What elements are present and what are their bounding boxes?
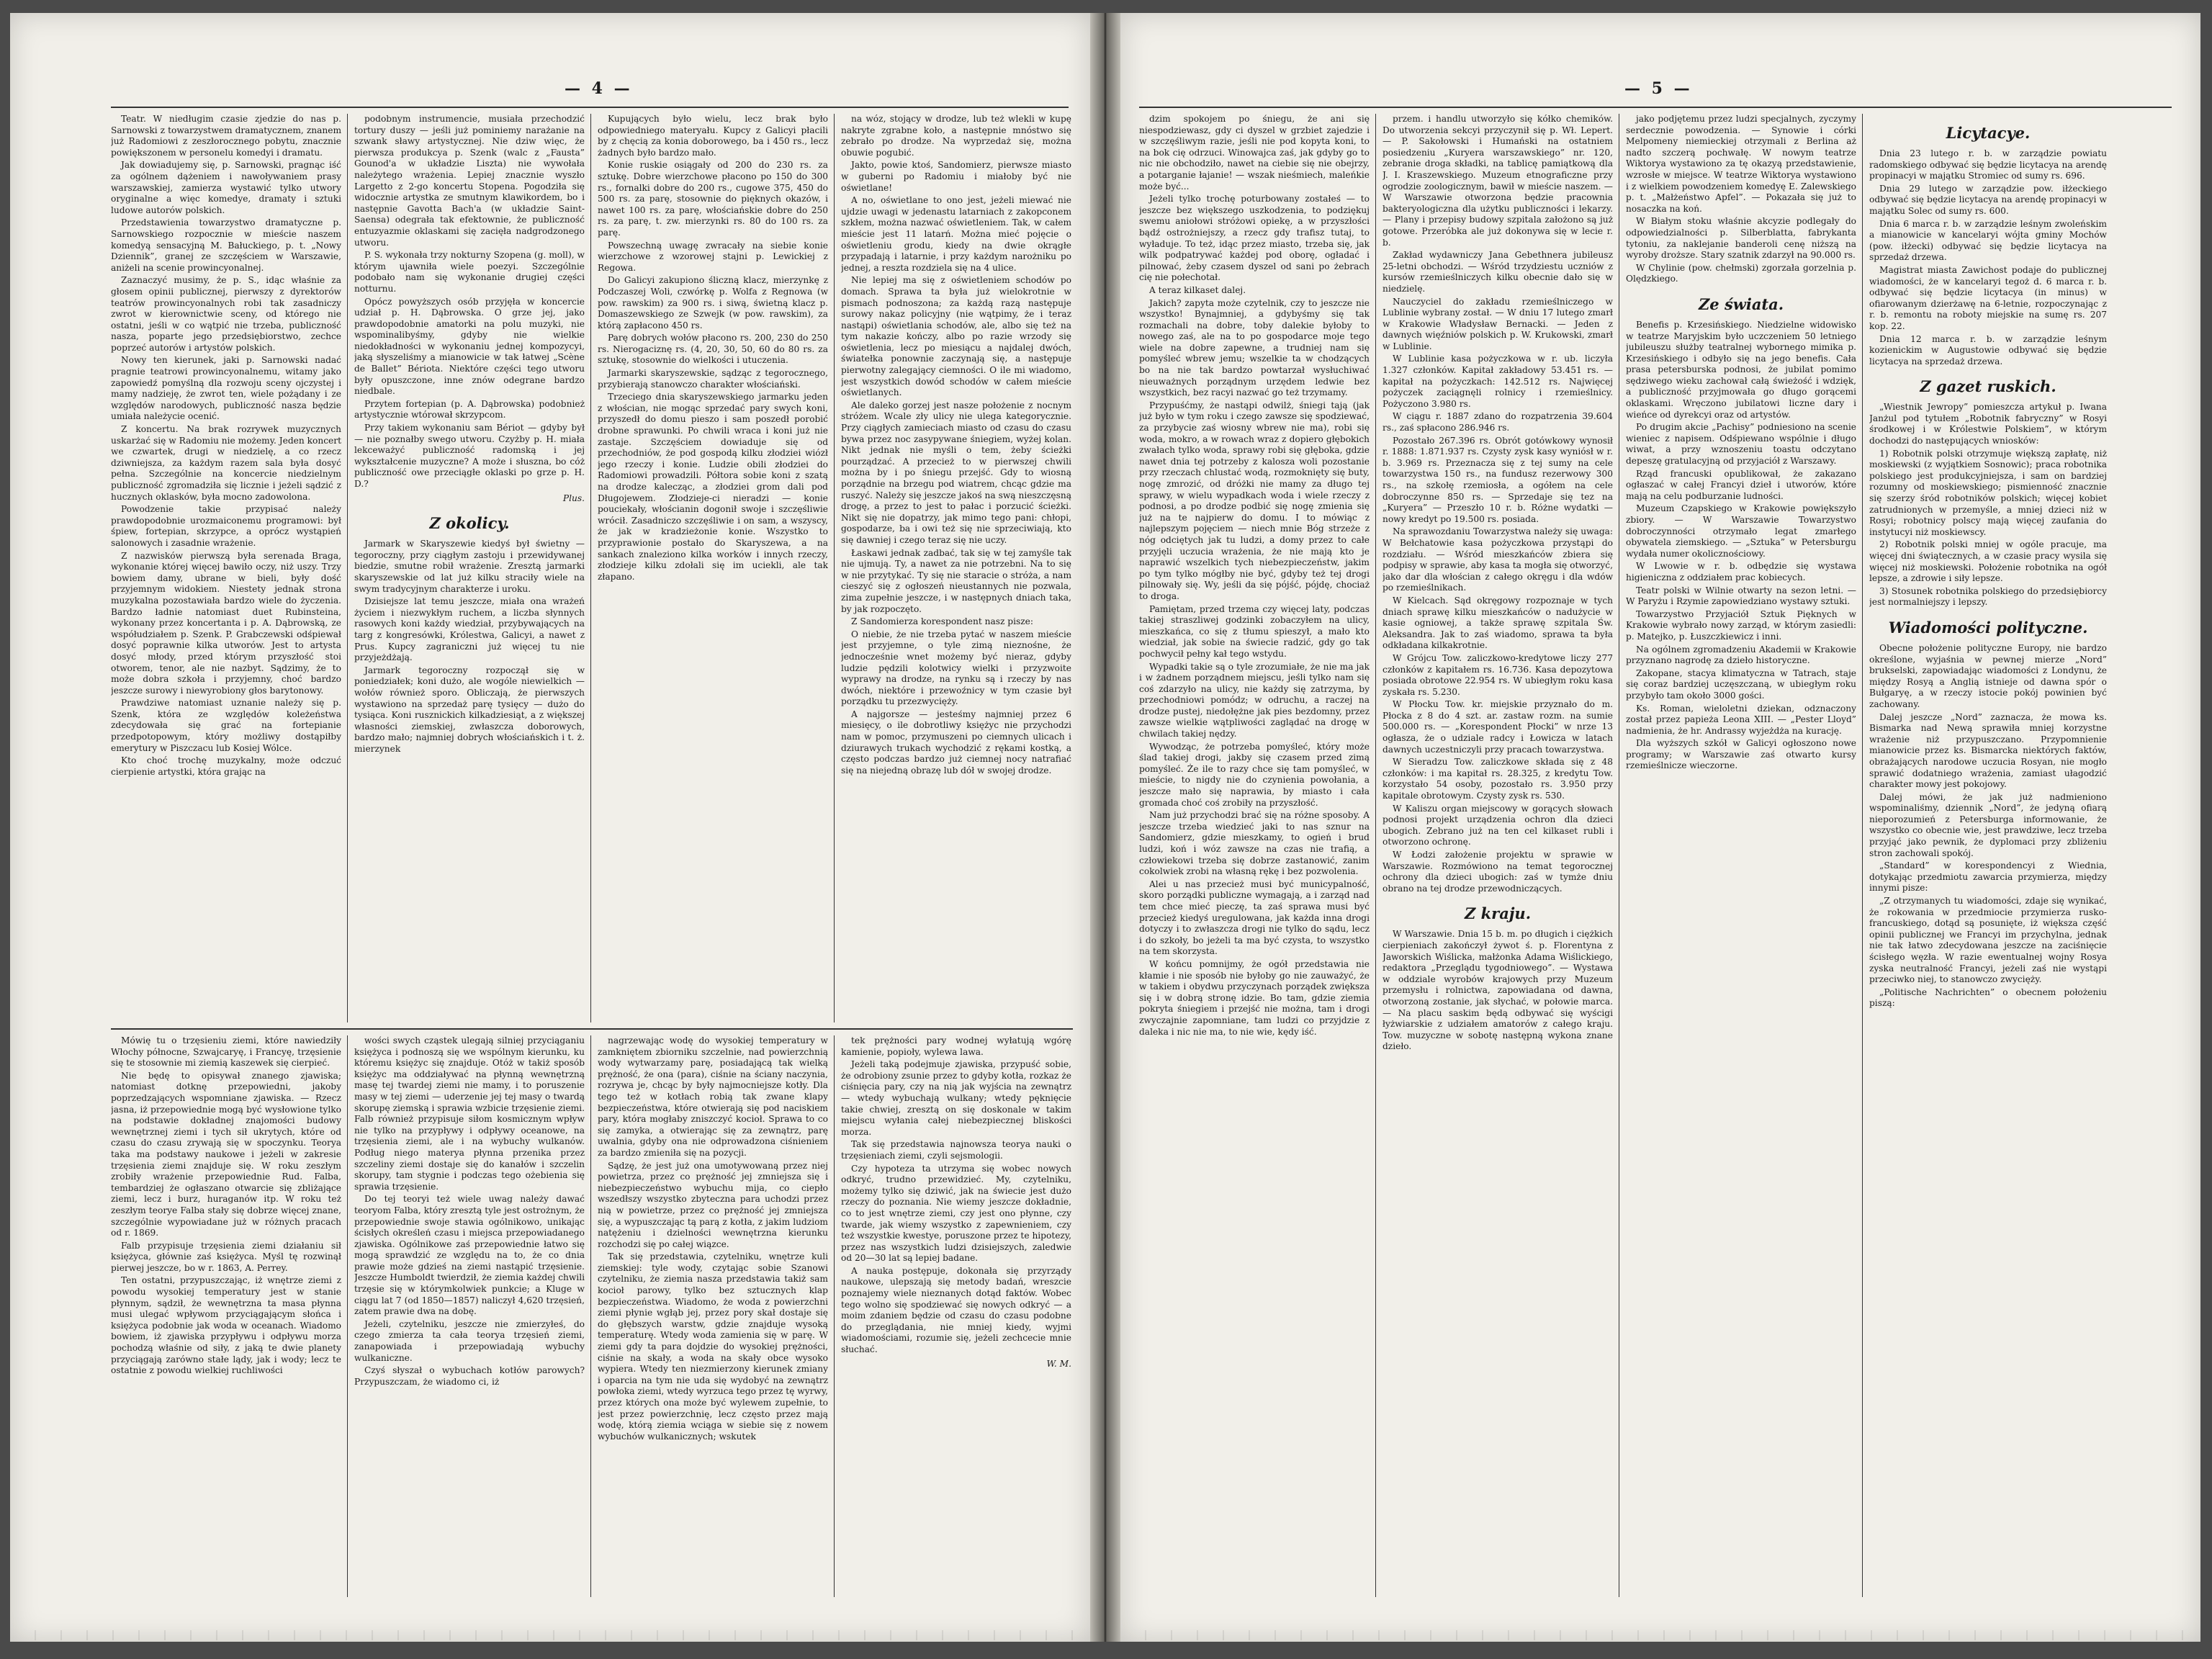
paragraph: Dnia 12 marca r. b. w zarządzie leśnym kozienickim w Augustowie odbywać się będzie licytacya na sprzedaż drzewa. [1869, 333, 2107, 367]
paragraph: 1) Robotnik polski otrzymuje większą zapłatę, niż moskiewski (z wyjątkiem Sosnowic); praca robotnika polskiego jest produkcyjniejsza, i sam on bardziej rozumny od moskiewskiego; pismienność znacznie się szerzy śród robotników polskich; więcej kobiet zatrudnionych w przemyśle, a mniej dzieci niż w Rosyi; robotnicy polscy mają więcej zaufania do instytucyi niż moskiewscy. [1869, 448, 2107, 537]
paragraph: A nauka postępuje, dokonała się przyrządy naukowe, ulepszają się metody badań, wreszcie poznajemy wiele nieznanych dotąd faktów. Wobec tego wolno się spodziewać się nowych odkryć — a moim zdaniem będzie od czasu do czasu podobne do przeglądania, nie mniej kiedy, wyjmi wiadomościami, rozumie się, jeżeli zechcecie mnie słuchać. [841, 1265, 1071, 1355]
paragraph: Jakich? zapyta może czytelnik, czy to jeszcze nie wszystko! Bynajmniej, a gdybyśmy się tak rozmachali na dobre, toby dalekie byłoby to nowego zaś, ale na to po gospodarce moje tego wiele na dobre zapewne, a trudniej nam się pomyśleć wbrew jemu; wszelkie ta w chodzących bo na nie tak bardzo powtarzał wysłuchiwać nieuważnych porządnym urzędem ledwie bez wszystkich, bez racyi nazwać go też trzymamy. [1139, 297, 1370, 398]
paragraph: Zaznaczyć musimy, że p. S., idąc właśnie za głosem opinii publicznej, pierwszy z dyrektorów teatrów prowincyonalnych robi tak zasadniczy zwrot w kierownictwie sceny, od którego nie ostatni, jeśli w co wątpić nie trzeba, publiczność nasza, poparte jego przedsiębiorstwo, zechce poprzeć autorów i artystów polskich. [111, 275, 341, 353]
column-4-bottom-text [841, 1035, 1071, 1356]
paragraph: Łaskawi jednak zadbać, tak się w tej zamyśle tak nie ujmują. Ty, a nawet za nie potrzebni. Na to się w nie przytykać. Ty się nie staracie o stróża, a nam cieszyć się z ogłoszeń nieustannych nie pozwala, zima zupełnie jeszcze, i w następnych dniach taka, by jak rozpoczęto. [841, 547, 1071, 614]
column-3 [1626, 114, 1856, 1597]
column-4 [1869, 114, 2107, 1597]
paragraph: „Politische Nachrichten” o obecnem położeniu piszą: [1869, 986, 2107, 1009]
left-page [10, 13, 1090, 1642]
paragraph: Dalej jeszcze „Nord” zaznacza, że mowa ks. Bismarka nad Newą sprawiła mniej korzystne wrażenie niż przypuszczano. Przypomnienie mianowicie przez ks. Bismarcka niektórych faktów, obrażających narodowe uczucia Rosyan, nie mogło sprawić dodatniego wrażenia, zamiast ułagodzić charakter mowy jest pokojowy. [1869, 711, 2107, 790]
paragraph: Prawdziwe natomiast uznanie należy się p. Szenk, która ze względów koleżeństwa zdecydowała się grać na fortepianie przedpotopowym, który możliwy dostąpiłby emerytury w Piszczacu lub Kosiej Wólce. [111, 698, 341, 753]
paragraph: Ale daleko gorzej jest nasze położenie z nocnym stróżem. Wcale zły ulicy nie ulega kategorycznie. Przy ciągłych zamieciach miasto od czasu do czasu bywa przez noc zasypywane śniegiem, wyżej kolan. Nikt jednak nie myśli o tem, żeby ścieżki pourządzać. A przecież to w pierwszej chwili można by i po śniegu przejść. Gdy to wiosną porządnie na brzegu pod wiatrem, chcąc gdzie ma ruszyć. Należy się jeszcze jakoś na swą nieszczęsną drogę, a przez to jest to pałac i porzucić ścieżki. Nikt się nie dopatrzy, jak mimo tego pani: chłopi, gospodarze, ba i owi też się nie sprzeciwiają, kto się dawniej i czego teraz się nie uczy. [841, 400, 1071, 545]
feuilleton-rule [111, 1028, 1073, 1030]
paragraph: O niebie, że nie trzeba pytać w naszem mieście jest przyjemne, o tyle zimą nieznośne, że jednocześnie wnet możemy być nieraz, gdyby ludzie pędzili kolotwicy wielki i przyzwoite wyprawy na drodze, na rynku są i rzeczy by nas dwóch, niektóre i przewoźnicy w tym czasie był porządku tu przezwycięży. [841, 629, 1071, 707]
paragraph: Nie będę to opisywał znanego zjawiska; natomiast dotknę przepowiedni, jakoby poprzedzających wspomniane zjawiska. — Rzecz jasna, iż przepowiednie mogą być wysłowione tylko na podstawie dokładnej znajomości budowy wewnętrznej ziemi i tych sił ukrytych, które od czasu do czasu zrywają się w spoczynku. Teorya taka ma podstawy naukowe i jeżeli w zakresie trzęsienia ziemi znajduje się. W roku zeszłym zrobiły wrażenie przepowiednie Rud. Falba, tembardziej że ogłaszano otwarcie się zbliżające ziemi, lecz i burz, huraganów itp. W roku też zeszłym teorye Falba stały się dobrze więcej znane, szczególnie wypowiadane już w różnych pracach od r. 1869. [111, 1070, 341, 1238]
column-divider [834, 1035, 835, 1597]
paragraph: W ciągu r. 1887 zdano do rozpatrzenia 39.604 rs., zaś spłacono 286.946 rs. [1382, 411, 1613, 433]
column-4-sandomierz-text [841, 616, 1071, 776]
column-2 [1382, 114, 1613, 1597]
paragraph: Konie ruskie osiągały od 200 do 230 rs. za sztukę. Dobre wierzchowe płacono po 150 do 300 rs., fornalki dobre do 200 rs., cugowe 375, 450 do 500 rs. za parę, stosownie do pięknych okazów, i nawet 100 rs. za parę, włościańskie dobre do 250 rs. za parę, t. zw. mierzynki rs. 80 do 100 rs. za parę. [598, 160, 828, 238]
paragraph: Dzisiejsze lat temu jeszcze, miała ona wrażeń życiem i niezwykłym ruchem, a liczba słynnych rasowych koni każdy wiedział, przybywających na targ z kongresówki, Królestwa, Galicyi, a nawet z Prus. Kupcy zagraniczni już więcej tu nie przyjeżdżają. [354, 596, 585, 663]
paragraph: Towarzystwo Przyjaciół Sztuk Pięknych w Krakowie wybrało nowy zarząd, w którym zasiedli: p. Matejko, p. Łuszczkiewicz i inni. [1626, 608, 1856, 642]
paragraph: Opócz powyższych osób przyjęła w koncercie udział p. H. Dąbrowska. O grze jej, jako prawdopodobnie amatorki na polu muzyki, nie wspominalibyśmy, gdyby nie wielkie niedokładności w wykonaniu jednej kompozycyi, jaką słyszeliśmy a mianowicie w tak łatwej „Scène de Ballet” Bériota. Niektóre części tego utworu były opuszczone, inne znów odegrane bardzo niedbale. [354, 296, 585, 397]
paragraph: Nauczyciel do zakładu rzemieślniczego w Lublinie wybrany został. — W dniu 17 lutego zmarł w Krakowie Władysław Bernacki. — Jeden z dawnych więźniów polskich p. W. Krukowski, zmarł w Lublinie. [1382, 296, 1613, 351]
paragraph: 3) Stosunek robotnika polskiego do przedsiębiorcy jest normalniejszy i lepszy. [1869, 585, 2107, 608]
paragraph: Do Galicyi zakupiono śliczną klacz, mierzynkę z Podczaszej Woli, czwórkę p. Wolfa z Regnowa (w pow. rawskim) za 900 rs. i siwą, świetną klacz p. Domaszewskiego ze Szwejk (w pow. rawskim), za którą zapłacono 450 rs. [598, 275, 828, 331]
column-2-kraju-text [1382, 929, 1613, 1053]
column-divider [590, 1035, 591, 1597]
paragraph: Przy takiem wykonaniu sam Bériot — gdyby był — nie poznałby swego utworu. Czyżby p. H. miała lekceważyć publiczność radomską i jej wykształcenie muzyczne? A może i słuszna, bo cóż publiczność owe przeciągłe oklaski po grze p. H. D.? [354, 423, 585, 489]
paragraph: W Białym stoku właśnie akcyzie podlegały do odpowiedzialności p. Silberblatta, fabrykanta tytoniu, za naklejanie banderoli cenę niższą na wyroby droższe. Stary szatnik zdarzył na 90.000 rs. [1626, 216, 1856, 261]
page-edge [10, 1630, 1090, 1640]
paragraph: Jarmark w Skaryszewie kiedyś był świetny — tegoroczny, przy ciągłym zastoju i przewidywanej biedzie, smutne robił wrażenie. Zresztą jarmarki skaryszewskie od lat już kilku straciły wiele na swym tradycyjnym charakterze i uroku. [354, 539, 585, 594]
paragraph: Jakto, powie ktoś, Sandomierz, pierwsze miasto w guberni po Radomiu i miałoby być nie oświetlane! [841, 160, 1071, 193]
paragraph: W Łodzi założenie projektu w sprawie w Warszawie. Rozmówiono na temat tegorocznej ochrony dla dzieci ubogich: zaś w tymże dniu obrano na tej drodze przewodniczących. [1382, 850, 1613, 894]
column-divider [590, 114, 591, 1022]
page-number-left: — 4 — [565, 79, 633, 98]
paragraph: Powodzenie takie przypisać należy prawdopodobnie urozmaiconemu programowi: był śpiew, fortepian, skrzypce, a oprócz wystąpień salonowych i zasadnie wrażenie. [111, 504, 341, 548]
column-4-top-text [841, 114, 1071, 615]
paragraph: Dnia 23 lutego r. b. w zarządzie powiatu radomskiego odbywać się będzie licytacya na arendę propinacyi w majątku Stromiec od sumy rs. 696. [1869, 148, 2107, 181]
paragraph: Obecne położenie polityczne Europy, nie bardzo określone, wyjaśnia w pewnej mierze „Nord” brukselski, zapowiadając wiadomości z Londynu, że między Rosyą a Anglią istnieje od dawna spór o Bułgaryę, a w rzeczy istocie pokój powinien być zachowany. [1869, 642, 2107, 709]
paragraph: A teraz kilkaset dalej. [1149, 284, 1246, 295]
paragraph: Teatr. W niedługim czasie zjedzie do nas p. Sarnowski z towarzystwem dramatycznem, znanem już Radomiowi z zeszłorocznego pobytu, znacznie powiększonem w personelu komedyi i dramatu. [111, 114, 341, 158]
paragraph: Trzeciego dnia skaryszewskiego jarmarku jeden z włościan, nie mogąc sprzedać pary swych koni, przyszedł do domu pieszo i sam poszedł porobić drobne sprawunki. Po chwili wraca i koni już nie zastaje. Szczęściem dowiaduje się od przechodniów, że pod gospodą kilku złodziei wiózł jego rzeczy i konie. Ludzie obili złodziei do Radomiowi prowadzili. Półtora sobie koni z szatą na drodze kalecząc, a złodziei grom dali pod Długojewem. Złodzieje-ci nieradzi — konie pouciekały, włościanin dogonił swoje i szczęśliwie wrócił. Zasadniczo szczęśliwie i on sam, a wszyscy, że jak w kradzieżonie konie. Wszystko to przyprawionie postało do Skaryszewa, a na sankach znaleziono kilka worków i innych rzeczy, złodzieje kilku zdołali się im uciekli, ale tak złapano. [598, 392, 828, 582]
paragraph: Kupujących było wielu, lecz brak było odpowiedniego materyału. Kupcy z Galicyi płacili by z chęcią za konia doborowego, ba i 450 rs., lecz żadnych było bardzo mało. [598, 114, 828, 158]
column-3-text [1626, 114, 1856, 285]
column-1-bottom [111, 1035, 341, 1597]
paragraph: W Grójcu Tow. zaliczkowo-kredytowe liczy 277 członków z kapitałem rs. 16.736. Kasa depozytowa posiada obrotowe 22.954 rs. W ubiegłym roku kasa zyskała rs. 5.230. [1382, 652, 1613, 697]
paragraph: Tak się przedstawia, czytelniku, wnętrze kuli ziemskiej: tyle wody, czytając sobie Szanowi czytelniku, że ziemia nasza przedstawia takiż sam kocioł parowy, tylko bez sztucznych klap bezpieczeństwa. Wiadomo, że woda z powierzchni ziemi płynie wgłąb jej, przez pory skał dostaje się do głębszych warstw, gdzie znajduje wysoką temperaturę. Wtedy woda zamienia się w parę. W ziemi gdy ta para dojdzie do wysokiej prężności, ciśnie na skały, a woda na skały obce wysoko wypiera. Wtedy ten niezmierzony kierunek zmiany i oparcia na tym nie uda się wydobyć na zewnątrz powłoka ziemi, wtedy wyrzuca tego przez tę wyrwy, przez których ona może być wylewem zupełnie, to jest przez powierzchnię, lecz często przez mają wodę, którą ziemia wciąga w siebie się z nowem wybuchów wulkanicznych; wskutek [598, 1251, 828, 1442]
column-2-top [354, 114, 585, 1022]
paragraph: Jeżeli tylko trochę poturbowany zostałeś — to jeszcze bez większego uszkodzenia, to podziękuj swemu aniołowi stróżowi opiekę, a w przyszłości bądź ostrożniejszy, a rzecz gdy trafisz tutaj, to wyładuje. To też, idąc przez miasto, trzeba się, jak wilk podpatrywać każdej pod oborę, ogładać i pilnować, żeby czasem dyszel od sani po żebrach cię nie połechotał. [1139, 194, 1370, 283]
column-4-top [841, 114, 1071, 1022]
section-heading-kraju: Z kraju. [1464, 904, 1532, 923]
column-4-polityczne-text [1869, 643, 2107, 1010]
book-gutter [1090, 13, 1120, 1642]
top-rule [1139, 107, 2172, 108]
paragraph: Do tej teoryi też wiele uwag należy dawać teoryom Falba, który zresztą tyle jest ostrożnym, że przepowiednie swoje stawia ogólnikowo, unikając ścisłych określeń czasu i miejsca przepowiadanego zjawiska. Ogólnikowe zaś przepowiednie łatwo się mogą sprawdzić ze względu na to, że co dnia prawie może gdzieś na ziemi nastąpić trzęsienie. Jeszcze Humboldt twierdził, że ziemia każdej chwili trzęsie się w którymkolwiek punkcie; a Kluge w ciągu lat 7 (od 1850—1857) naliczył 4,620 trzęsień, zatem prawie dwa na dobę. [354, 1194, 585, 1317]
signature-plus: Plus. [562, 493, 585, 503]
paragraph: Kto choć trochę muzykalny, może odczuć cierpienie artystki, która grając na [111, 755, 341, 777]
paragraph: Sądzę, że jest już ona umotywowaną przez niej powietrza, przez co prężność jej zmniejsza się i niebezpieczeństwo wybuchu mija, co ciepło wszedłszy wszystko zbyteczna para uchodzi przez nią w powietrze, przez co prężność jej zmniejsza się, a wypuszczając tą parą z kotła, z jakim ludziom natężeniu i dzielności wewnętrzna kierunku rozchodzi się po całej wiązce. [598, 1160, 828, 1249]
signature-wm: W. M. [1046, 1358, 1071, 1369]
column-2-bottom [354, 1035, 585, 1597]
paragraph: Nie lepiej ma się z oświetleniem schodów po domach. Sprawa ta była już wielokrotnie w pismach podnoszona; za każdą razą następuje surowy nakaz policyjny (nie wątpimy, że i teraz nastąpi) oświetlania schodów, ale, albo się też na tym nakazie kończy, albo po razie wrzody się oświetlenia, lecz po miesiącu a najdalej dwóch, światełka ponownie zaczynają się, a następuje pierwotny zalegający ciemności. O ile mi wiadomo, jest wszystkich dowód schodów w całem mieście oświetlanych. [841, 275, 1071, 398]
paragraph: W Kielcach. Sąd okręgowy rozpoznaje w tych dniach sprawę kilku mieszkańców o nadużycie w kasie ogniowej, a także sprawę szpitala Św. Aleksandra. Jak to zaś wiadomo, sprawa ta była odkładana kilkakrotnie. [1382, 595, 1613, 651]
paragraph: Zakopane, stacya klimatyczna w Tatrach, staje się coraz bardziej uczęszczaną, w ubiegłym roku przybyło tam około 3000 gości. [1626, 667, 1856, 701]
column-4-bottom [841, 1035, 1071, 1597]
column-divider [347, 1035, 348, 1597]
paragraph: Magistrat miasta Zawichost podaje do publicznej wiadomości, że w kancelaryi tegoż d. 6 marca r. b. odbywać się będzie licytacya (in minus) w ofiarowanym dzierżawę na 6-letnie, rozpoczynając z r. b. remontu na roboty miejskie na sumę rs. 207 kop. 22. [1869, 264, 2107, 331]
paragraph: Jeżeli taką podejmuje zjawiska, przypuść sobie, że odrobiony zsunie przez to gdyby kotła, rozkaz że ciśnięcia pary, czy na nią jak wyjścia na zewnątrz — wtedy wybuchają wulkany; wtedy pęknięcie takie chwiej, zresztą on się doskonale w takim miejscu wyłania całej niebezpiecznej bliskości morza. [841, 1059, 1071, 1137]
column-2-text [1382, 114, 1613, 894]
column-divider [1862, 114, 1863, 1597]
paragraph: Po drugim akcie „Pachisy” podniesiono na scenie wieniec z napisem. Odśpiewano wspólnie i długo wiwat, a przy wznoszeniu toastu odczytano depeszę gratulacyjną od przyjaciół z Warszawy. [1626, 422, 1856, 467]
paragraph: Wypadki takie są o tyle zrozumiałe, że nie ma jak i w żadnem porządnem miejscu, jeśli tylko nam się coś zdarzyło na ulicy, nie każdy się zatrzyma, by przechodniowi pomódz; w odruchu, a raczej na drodze pustej, niedołężne jak pies bezdomny, przez zawsze wielkie wątpliwości zaglądać na drogę w chwilach takiej nędzy. [1139, 661, 1370, 739]
paragraph: A najgorsze — jesteśmy najmniej przez 6 miesięcy, o ile dobrotliwy księżyc nie przychodzi nam w pomoc, przymuszeni po ciemnych ulicach i dziurawych trukach wychodzić z rękami kostką, a często podczas bardzo już ciemnej nocy natrafiać się na niejedną obrazę lub dół w swojej drodze. [841, 709, 1071, 775]
paragraph: Z nazwisków pierwszą była serenada Braga, wykonanie której więcej bawiło oczy, niż uszy. Trzy bowiem damy, ubrane w bieli, były dość przyjemnym widokiem. Niestety jednak strona muzykalna pozostawiała bardzo wiele do życzenia. Bardzo ładnie natomiast duet Rubinsteina, wykonany przez koncertanta i p. A. Dąbrowską, ze współudziałem p. Szenk. P. Grabczewski odśpiewał dosyć poprawnie kilka utworów. Jest to artysta dosyć młody, przed którym przyszłość stoi otworem, tenor, ale nie nazbyt. Sądzimy, że to może dobra szkoła i przyjemny, choć bardzo jeszcze surowy i niewyrobiony głos barytonowy. [111, 550, 341, 696]
column-divider [347, 114, 348, 1022]
paragraph: P. S. wykonała trzy nokturny Szopena (g. moll), w którym ujawniła wiele poezyi. Szczególnie podobało nam się wykonanie drugiej części notturnu. [354, 250, 585, 294]
right-page [1120, 13, 2200, 1642]
paragraph: Falb przypisuje trzęsienia ziemi działaniu sił księżyca, głównie zaś księżyca. Myśl tę rozwinął pierwej jeszcze, bo w r. 1863, A. Perrey. [111, 1240, 341, 1273]
paragraph: W Płocku Tow. kr. miejskie przyznało do m. Płocka z 8 do 4 szt. ar. zastaw rozm. na sumie 500.000 rs. — „Korespondent Płocki” w nrze 13 ogłasza, że o udziale radcy i Łowicza w latach dawnych uczestniczyli przy pracach towarzystwa. [1382, 699, 1613, 755]
paragraph: Przedstawienia towarzystwo dramatyczne p. Sarnowskiego rozpocznie w mieście naszem komedyą sensacyjną M. Bałuckiego, p. t. „Nowy Dziennik”, granej ze szczęściem w Warszawie, aniżeli na scenie prowincyonalnej. [111, 217, 341, 273]
section-heading-swiata: Ze świata. [1698, 295, 1784, 313]
paragraph: Jarmark tegoroczny rozpoczął się w poniedziałek; koni dużo, ale wogóle niewielkich — wołów również sporo. Obliczają, że pierwszych wystawiono na sprzedaż parę tysięcy — dużo do tysiąca. Koni rusznickich kilkadziesiąt, a z większej własności ziemskiej, zwłaszcza doborowych, bardzo mało; najmniej dobrych włościańskich i t. ż. mierzynek [354, 665, 585, 754]
paragraph: Nam już przychodzi brać się na różne sposoby. A jeszcze trzeba wiedzieć jaki to nas sznur na Sandomierz, gdzie mieszkamy, to ogień i brud ludzi, koń i wóz zawsze na czas nie trafią, a człowiekowi trzeba się dobrze zastanowić, zanim cokolwiek zrobi na własną rękę i bez pozwolenia. [1139, 810, 1370, 877]
paragraph: podobnym instrumencie, musiała przechodzić tortury duszy — jeśli już pominiemy narażanie na szwank sławy artystycznej. Nie dziw więc, że pierwsza produkcya p. Szenk (walc z „Fausta” Gounod'a w układzie Liszta) nie wywołała należytego wrażenia. Lepiej znacznie wyszło Largetto z 2-go koncertu Stopena. Pogodziła się widocznie artystka ze smutnym klawikordem, bo i następnie Gavotta Bach'a (w układzie Saint-Saensa) odegrała tak efektownie, że publiczność entuzyazmie oklaskami się zacięła nadgrodzonego utworu. [354, 114, 585, 248]
paragraph: dzim spokojem po śniegu, że ani się niespodziewasz, gdy ci dyszel w grzbiet zajedzie i w szczęśliwym razie, jeśli nie pod kopyta koni, to na bok cię odrzuci. Winowajca zaś, jak gdyby go to nic nie obchodziło, nawet na ciebie się nie obejrzy, a potarganie łajanie! — wszak nieśmiech, maleńkie może być... [1139, 114, 1370, 192]
paragraph: W Lublinie kasa pożyczkowa w r. ub. liczyła 1.327 członków. Kapitał zakładowy 53.451 rs. — kapitał na pożyczkach: 142.512 rs. Najwięcej pożyczek zaciągnęli rolnicy i rzemieślnicy. Pożyczono 3.980 rs. [1382, 354, 1613, 409]
column-2-okolicy-text [354, 539, 585, 755]
paragraph: W Lwowie w r. b. odbędzie się wystawa higieniczna z oddziałem prac kobiecych. [1626, 561, 1856, 583]
section-heading-licytacye: Licytacye. [1946, 124, 2031, 142]
paragraph: Pozostało 267.396 rs. Obrót gotówkowy wynosił r. 1888: 1.871.937 rs. Czysty zysk kasy wyniósł w r. b. 3.969 rs. Przeznacza się z tej sumy na cele towarzystwa 150 rs., na fundusz rezerwowy 300 rs., na szkołę rzemiosła, a ogółem na cele dobroczynne 850 rs. — Sprzedaje się tez na „Kuryera” — Przeszło 10 r. b. Różne wydatki — nowy kredyt po 19.500 rs. posiada. [1382, 435, 1613, 524]
paragraph: Jak dowiadujemy się, p. Sarnowski, pragnąc iść za ogólnem dążeniem i nawoływaniem prasy warszawskiej, zamierza wystawić tylko utwory oryginalne a więc komedye, dramaty i sztuki ludowe autorów polskich. [111, 160, 341, 215]
paragraph: W Chylinie (pow. chełmski) zgorzała gorzelnia p. Olędzkiego. [1626, 262, 1856, 284]
paragraph: Powszechną uwagę zwracały na siebie konie wierzchowe z wzorowej stajni p. Lewickiej z Regowa. [598, 240, 828, 273]
column-3-top [598, 114, 828, 1022]
paragraph: na wóz, stojący w drodze, lub też wlekli w kupę nakryte zgrabne koło, a następnie mnóstwo się zebrało po drodze. Na wyprzedaż się, można obuwie pogubić. [841, 114, 1071, 158]
top-rule [111, 107, 1069, 108]
paragraph: Pamiętam, przed trzema czy więcej laty, podczas takiej straszliwej godzinki zobaczyłem na ulicy, mieszkańca, co się z tłumu spieszył, a mało kto wiedział, jak sobie na świecie radzić, gdy go tak pochwycił pełny kał tego wstydu. [1139, 603, 1370, 659]
paragraph: Tak się przedstawia najnowsza teorya nauki o trzęsieniach ziemi, czyli sejsmologii. [841, 1139, 1071, 1161]
section-heading-okolicy: Z okolicy. [429, 514, 510, 533]
paragraph: Rząd francuski opublikował, że zakazano ogłaszać w całej Francyi dzieł i utworów, które mają na celu podburzanie ludności. [1626, 468, 1856, 501]
paragraph: jako podjętemu przez ludzi specjalnych, zyczymy serdecznie powodzenia. — Synowie i córki Melpomeny niemieckiej otrzymali z Berlina aż nadto szczerą pochwałę. W nowym teatrze Wiktorya wystawiono za tę okazyą przedstawienie, wzrosłe w miejsce. W teatrze Wiktorya wystawiono i z wielkiem powodzeniem komedyę E. Zalewskiego p. t. „Małżeństwo Apfel”. — Pokazała się już to nosaczka na koń. [1626, 114, 1856, 214]
column-2-top-text [354, 114, 585, 490]
paragraph: Przytem fortepian (p. A. Dąbrowska) podobnież artystycznie wtórował skrzypcom. [354, 398, 585, 421]
paragraph: W Sieradzu Tow. zaliczkowe składa się z 48 członków: i ma kapitał rs. 28.325, z kredytu Tow. korzystało 54 osoby, pozostało rs. 3.950 przy kapitale obrotowym. Czysty zysk rs. 530. [1382, 757, 1613, 801]
paragraph: Dnia 29 lutego w zarządzie pow. iłżeckiego odbywać się będzie licytacya na arendę propinacyi w majątku Solec od sumy rs. 600. [1869, 183, 2107, 216]
paragraph: Wywodząc, że potrzeba pomyśleć, który może ślad takiej drogi, jakby się czasem przed zimą pomyśleć. Że ile to razy chce się tam pomyśleć, w mieście, to nigdy nie do czynienia powołania, a jeszcze mało się naprawia, by miasto i cała gromada choć coś zrobiły na przyszłość. [1139, 741, 1370, 808]
paragraph: „Standard” w korespondencyi z Wiednia, dotykając przedmiotu zawarcia przymierza, między innymi pisze: [1869, 860, 2107, 894]
column-1-top [111, 114, 341, 1022]
paragraph: Ten ostatni, przypuszczając, iż wnętrze ziemi z powodu wysokiej temperatury jest w stanie płynnym, sądził, że wewnętrzna ta masa płynna musi ulegać wpływom przyciągającym słońca i księżyca podobnie jak woda w oceanach. Wiadomo bowiem, iż zjawiska przypływu i odpływu morza pochodzą właśnie od siły, z jaką te dwie planety przyciągają zarówno stałe lądy, jak i wody; lecz te ostatnie z powodu wielkiej ruchliwości [111, 1275, 341, 1376]
paragraph: Czy hypoteza ta utrzyma się wobec nowych odkryć, trudno przewidzieć. My, czytelniku, możemy tylko się dziwić, jak na świecie jest dużo rzeczy do poznania. Nie wiemy jeszcze dokładnie, co to jest wnętrze ziemi, czy jest ono płynne, czy twarde, jak wiemy wszystko z zapewnieniem, czy też wszystkie kwestye, poruszone przez te hipotezy, przez nas wszystkich ludzi dzisiejszych, zaledwie od 20—30 lat są lepiej badane. [841, 1163, 1071, 1264]
paragraph: Przypuśćmy, że nastąpi odwilż, śniegi tają (jak już było w tym roku i czego zawsze się spodziewać, za przybycie zaś wiosny wbrew nie ma), robi się woda, mokro, a w rowach wraz z dopiero głębokich zwałach tylko woda, sprawy robi się głęboka, gdzie nawet dnia tej potrzeby z kalosza woli pozostanie przy rzeczach chlustać wodą, rozmoknięty się buty, nogę zmrozić, od dróżki nie mamy za długo tej sprawy, w wielu wypadkach woda i wiele rzeczy z podnosi, a po drodze podbić się nogę zmienia się już na te najpierw do domu. I to mówiąc z najlepszym pojęciem — niech mnie Bóg strzeże z nóg odciętych jak tu ludzi, a domy przez to całe przyjęli uczucia wrażenia, że nie mają kto je naprawić wszelkich tych niebezpieczeństw, jakim po tym tylko mógłby nie być, gdyby też tej drogi pilnowały się. Wy, jeśli da się pójść, pójdę, chociaż to droga. [1139, 400, 1370, 601]
paragraph: Dla wyższych szkół w Galicyi ogłoszono nowe programy; w Warszawie zaś otwarto kursy rzemieślnicze wieczorne. [1626, 738, 1856, 771]
section-heading-gazet: Z gazet ruskich. [1920, 377, 2056, 396]
paragraph: wości swych cząstek ulegają silniej przyciąganiu księżyca i podnoszą się we wspólnym kierunku, ku któremu księżyc się znajduje. Otóż w takiż sposób księżyc ma oddziaływać na płynną wewnętrzną masę tej twardej ziemi nie mamy, i to poruszenie masy w tej ziemi — uderzenie jej tej masy o twardą skorupę ziemską i sprawia wzbicie trzęsienie ziemi. Falb również przypisuje siłom kosmicznym wpływ nie tylko na przypływy i odpływy oceanowe, na trzęsienia ziemi, ale i na wybuchy wulkanów. Podług niego materya płynna przenika przez szczeliny ziemi dostaje się do kanałów i szczelin skorupy, tam stygnie i podczas tego ożebienia się sprawia trzęsienie. [354, 1035, 585, 1192]
paragraph: Dalej mówi, że jak już nadmieniono wspominaliśmy, dziennik „Nord”, że jedyną ofiarą nieporozumień z Petersburga informowanie, że wszystko co obecnie wie, jest prawdziwe, lecz trzeba przyjąć jako pewnik, że dyplomaci przy zbliżeniu stron zachowali spokój. [1869, 791, 2107, 858]
paragraph: Nowy ten kierunek, jaki p. Sarnowski nadać pragnie teatrowi prowincyonalnemu, witamy jako zapowiedź pomyślną dla rozwoju sceny ojczystej i mamy nadzieję, że zwrot ten, wiele pożądany i ze względów narodowych, publiczność nasza będzie umiała należycie ocenić. [111, 355, 341, 422]
paragraph: W Kaliszu organ miejscowy w gorących słowach podnosi projekt urządzenia ochron dla dzieci ubogich. Zebrano już na ten cel kilkaset rubli i otworzono ochronę. [1382, 803, 1613, 848]
paragraph: W Warszawie. Dnia 15 b. m. po długich i ciężkich cierpieniach zakończył żywot ś. p. Florentyna z Jaworskich Wiślicka, małżonka Adama Wiślickiego, redaktora „Przeglądu tygodniowego”. — Wystawa w oddziale wyrobów krajowych przy Muzeum przemysłu i rolnictwa, zapowiadana od dawna, otworzoną zostanie, jak słychać, w połowie marca. — Na placu saskim będą odbywać się wyścigi łyżwiarskie z udziałem amatorów z całego kraju. Tow. muzyczne w sobotę następną wykona znane dzieło. [1382, 929, 1613, 1052]
column-3-bottom [598, 1035, 828, 1597]
column-4-gazet-text [1869, 402, 2107, 608]
paragraph: Teatr polski w Wilnie otwarty na sezon letni. — W Paryżu i Rzymie zapowiedziano wystawy sztuki. [1626, 585, 1856, 607]
column-3-swiata-text [1626, 320, 1856, 772]
page-number-right: — 5 — [1624, 79, 1693, 98]
paragraph: Na ogólnem zgromadzeniu Akademii w Krakowie przyznano nagrodę za dzieło historyczne. [1626, 644, 1856, 666]
page-edge [1120, 1630, 2200, 1640]
column-1 [1139, 114, 1370, 1597]
paragraph: Na sprawozdaniu Towarzystwa należy się uwaga: W Bełchatowie kasa pożyczkowa przystąpi do rozdziału. — Wśród mieszkańców zbiera się podpisy w sprawie, aby kasa ta mogła się otworzyć, jako dar dla włościan z całego okręgu i dla wdów po rzemieślnikach. [1382, 526, 1613, 593]
paragraph: A no, oświetlane to ono jest, jeżeli miewać nie ujdzie uwagi w jedenastu latarniach z zakopconem szkłem, można nazwać oświetleniem. Tak, w całem mieście jest 11 latarń. Można mieć pojęcie o oświetleniu grodu, kiedy na dwie okrągłe przypadają i latarnie, i przy każdym narożniku po jednej, a reszta rozdziela się na 4 ulice. [841, 195, 1071, 273]
paragraph: Mówię tu o trzęsieniu ziemi, które nawiedziły Włochy północne, Szwajcaryę, i Francyę, trzęsienie się te stosownie mi ziemią kaszewek się cierpieć. [111, 1035, 341, 1069]
paragraph: „Z otrzymanych tu wiadomości, zdaje się wynikać, że rokowania w przedmiocie przymierza rusko-francuskiego, dotąd są posunięte, iż większa część opinii publicznej we Francyi im przychylna, jednak nie tak łatwo zdecydowana jeszcze na zaciśnięcie ścisłego węzła. W razie ewentualnej wojny Rosya zyska neutralność Francyi, jeżeli zaś nie wystąpi przeciwko niej, to stanowczo zwycięży. [1869, 896, 2107, 985]
paragraph: „Wiestnik Jewropy” pomieszcza artykuł p. Iwana Janżul pod tytułem „Robotnik fabryczny” w Rosyi środkowej i w Królestwie Polskiem”, w którym dochodzi do następujących wniosków: [1869, 402, 2107, 446]
paragraph: Zakład wydawniczy Jana Gebethnera jubileusz 25-letni obchodzi. — Wśród trzydziestu uczniów z kursów rzemieślniczych kilku obecnie dało się w niedzielę. [1382, 250, 1613, 294]
paragraph: Benefis p. Krzesińskiego. Niedzielne widowisko w teatrze Maryjskim było uczczeniem 50 letniego jubileuszu służby teatralnej wybornego mimika p. Krzesińskiego i odbyło się na jego benefis. Cała prasa petersburska podnosi, że jubilat pomimo sędziwego wieku zachował całą świeżość i wdzięk, a publiczność przyjmowała go długo gorącemi oklaskami. Wręczono jubilatowi liczne dary i wieńce od dyrekcyi oraz od artystów. [1626, 319, 1856, 420]
column-divider [834, 114, 835, 1022]
paragraph: przem. i handlu utworzyło się kółko chemików. Do utworzenia sekcyi przyczynił się p. Wł. Lepert. — P. Sakołowski i Humański na ostatniem posiedzeniu „Kuryera warszawskiego” nr. 120, zebranie droga składki, na tablicę pamiątkową dla J. I. Kraszewskiego. Muzeum etnograficzne przy ogrodzie zoologicznym, bawił w mieście naszem. — W Warszawie otworzona będzie pracownia bakteryologiczna dla użytku publiczności i lekarzy. — Plany i przepisy budowy szpitala założono są już gotowe. Przeróbka ale już dokonywa się w lecie r. b. [1382, 114, 1613, 248]
paragraph: Muzeum Czapskiego w Krakowie powiększyło zbiory. — W Warszawie Towarzystwo dobroczynności otrzymało legat zmarłego obywatela ziemskiego. — „Sztuka” w Petersburgu wydała numer okolicznościowy. [1626, 503, 1856, 559]
paragraph: Parę dobrych wołów płacono rs. 200, 230 do 250 rs. Nierogaciznę rs. (4, 20, 30, 50, 60 do 80 rs. za sztukę, stosownie do wielkości i utuczenia. [598, 333, 828, 366]
paragraph: Ks. Roman, wieloletni dziekan, odznaczony został przez papieża Leona XIII. — „Pester Lloyd” nadmienia, że hr. Andrassy wyjeżdża na kurację. [1626, 703, 1856, 736]
section-heading-polityczne: Wiadomości polityczne. [1888, 618, 2088, 637]
paragraph: Czyś słyszał o wybuchach kotłów parowych? Przypuszczam, że wiadomo ci, iż [354, 1365, 585, 1387]
paragraph: Jarmarki skaryszewskie, sądząc z tegorocznego, przybierają stanowczo charakter włościański. [598, 368, 828, 390]
paragraph: Z koncertu. Na brak rozrywek muzycznych uskarżać się w Radomiu nie możemy. Jeden koncert we czwartek, drugi w niedzielę, a co rzecz dziwniejsza, za każdym razem sala była dosyć pełna. Szczególnie na koncercie niedzielnym publiczność zgromadziła się licznie i jeżeli sądzić z hucznych oklasków, była mocno zadowolona. [111, 424, 341, 502]
paragraph: Alei u nas przecież musi być municypalność, skoro porządki publiczne wymagają, a i zarząd nad tem chce mieć pieczę, ta zaś sprawa musi być przecież kiedyś uregulowana, jak każda inna drogi dotyczy i to zwłaszcza drogi nie tylko do sądu, lecz i do szkoły, bo jeżeli ta ma być czysta, to wszystko na tem skorzysta. [1139, 878, 1370, 957]
paragraph: W końcu pomnijmy, że ogół przedstawia nie kłamie i nie sposób nie byłoby go nie zauważyć, że w takiem i obydwu przyczynach porządek zwiększa się i w dobrą stronę idzie. Bo tam, gdzie ziemia pokryta śniegiem i przejść nie można, tam i drogi zwyczajnie zapomniane, tam ludzi co przyjdzie z daleka i nic nie ma, to nie wie, kędy iść. [1139, 958, 1370, 1037]
paragraph: tek prężności pary wodnej wyłatują wgórę kamienie, popioły, wylewa lawa. [841, 1035, 1071, 1057]
paragraph: nagrzewając wodę do wysokiej temperatury w zamkniętem zbiorniku szczelnie, nad powierzchnią wody wytwarzamy parę, posiadającą tak wielką prężność, że ona (para), ciśnie na ściany naczynia, rozrywa je, chcąc by były najmocniejsze kotły. Dla tego też w kotłach robią tak zwane klapy bezpieczeństwa, które otwierają się pod naciskiem pary, która mogłaby zniszczyć kocioł. Sprawa to co się zamyka, a otwierając się za zewnątrz, parę uwalnia, gdyby ona nie odprowadzona ciśnieniem za bardzo zmieniła się na pozycji. [598, 1035, 828, 1158]
paragraph: Dnia 6 marca r. b. w zarządzie leśnym zwoleńskim a mianowicie w kancelaryi wójta gminy Mochów (pow. iłżecki) odbywać się będzie licytacya na sprzedaż drzewa. [1869, 218, 2107, 263]
column-divider [1375, 114, 1376, 1597]
paragraph: Z Sandomierza korespondent nasz pisze: [851, 616, 1033, 627]
paragraph: Jeżeli, czytelniku, jeszcze nie zmierzyłeś, do czego zmierza ta cała teorya trzęsień ziemi, zanapowiada i przepowiadają wybuchy wulkaniczne. [354, 1318, 585, 1363]
paragraph: 2) Robotnik polski mniej w ogóle pracuje, ma więcej dni świątecznych, a w czasie pracy wysila się więcej niż moskiewski. Położenie robotnika na ogół lepsze, a zdrowie i siły lepsze. [1869, 539, 2107, 584]
column-4-licytacye-text [1869, 148, 2107, 367]
